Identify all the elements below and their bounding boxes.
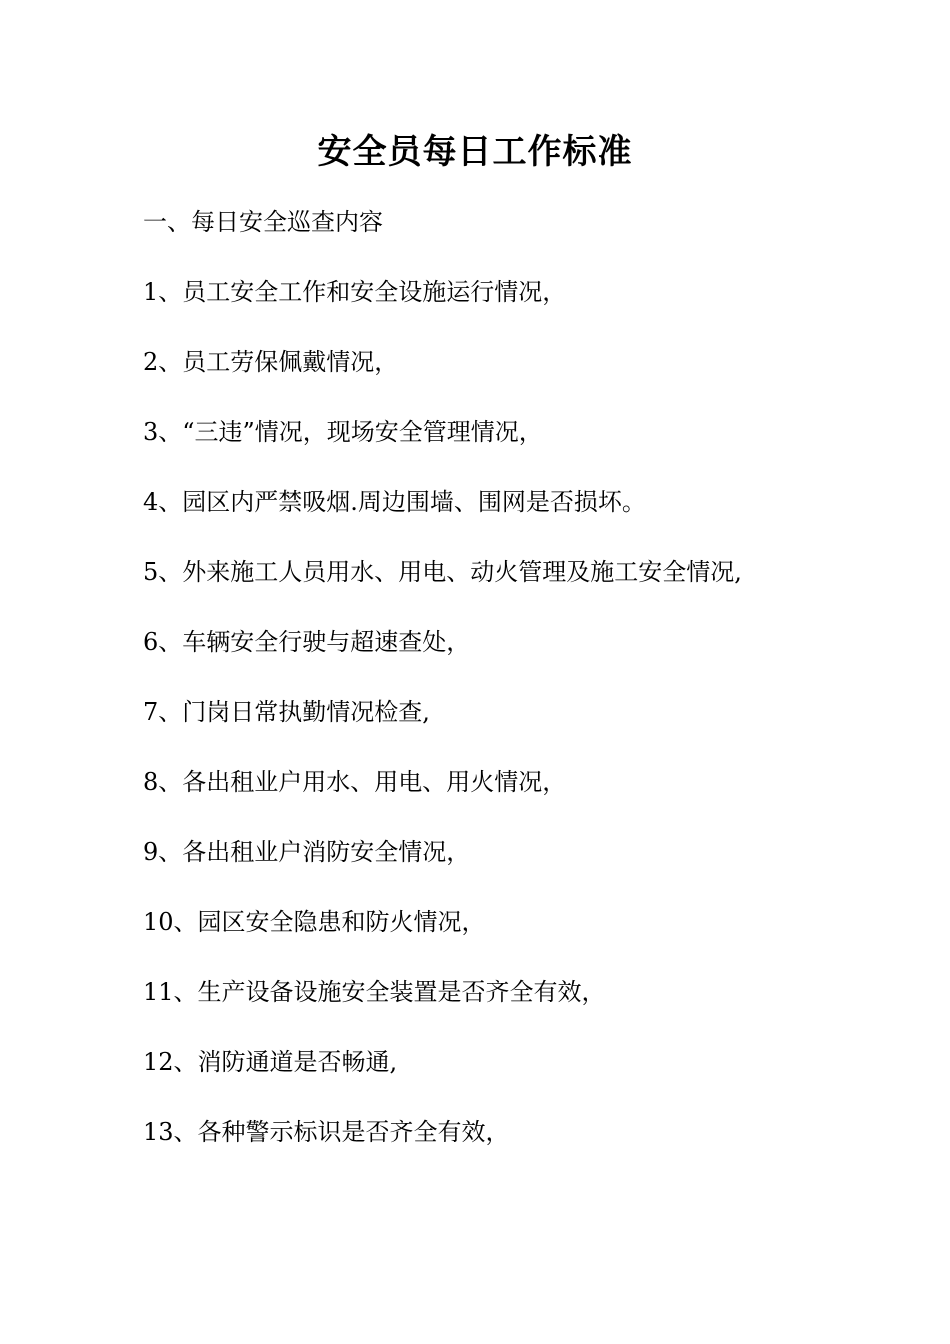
list-item: 6、车辆安全行驶与超速查处， <box>143 628 471 656</box>
list-item: 11、生产设备设施安全装置是否齐全有效， <box>143 978 606 1006</box>
list-item: 8、各出租业户用水、用电、用火情况， <box>143 768 567 796</box>
list-item: 10、园区安全隐患和防火情况， <box>143 908 486 936</box>
list-item: 4、园区内严禁吸烟.周边围墙、围网是否损坏。 <box>143 488 646 516</box>
document-title: 安全员每日工作标准 <box>317 132 633 172</box>
list-item: 3、“三违”情况，现场安全管理情况， <box>143 418 543 446</box>
list-item: 7、门岗日常执勤情况检查, <box>143 698 430 726</box>
list-item: 5、外来施工人员用水、用电、动火管理及施工安全情况, <box>143 558 742 586</box>
list-item: 12、消防通道是否畅通, <box>143 1048 398 1076</box>
inspection-item-list <box>143 274 742 1184</box>
list-item: 1、员工安全工作和安全设施运行情况， <box>143 278 567 306</box>
list-item: 2、员工劳保佩戴情况， <box>143 348 399 376</box>
list-item: 13、各种警示标识是否齐全有效， <box>143 1118 510 1146</box>
section-heading: 一、每日安全巡查内容 <box>143 208 383 236</box>
list-item: 9、各出租业户消防安全情况， <box>143 838 471 866</box>
